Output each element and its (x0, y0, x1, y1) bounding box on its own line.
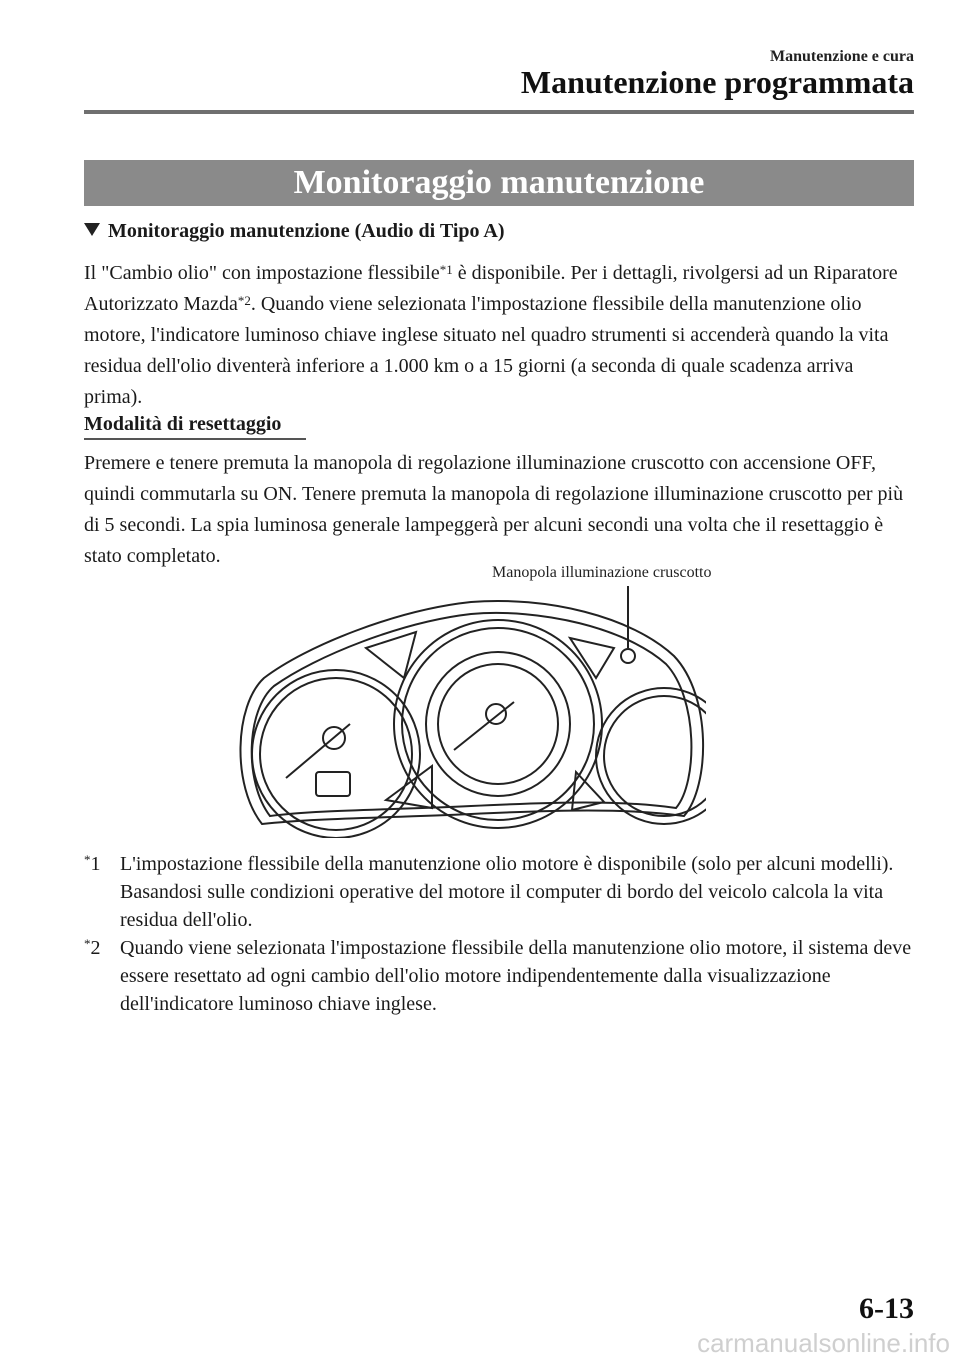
header-divider (84, 110, 914, 114)
reset-heading: Modalità di resettaggio (84, 413, 282, 435)
watermark: carmanualsonline.info (697, 1328, 950, 1358)
footnote-1-marker: *1 (84, 852, 101, 875)
page-number: 6-13 (859, 1292, 914, 1325)
intro-text-1: Il "Cambio olio" con impostazione flessibile (84, 262, 440, 284)
footnote-ref-1: *1 (439, 262, 453, 277)
illumination-knob (621, 649, 635, 663)
footnote-ref-2: *2 (237, 293, 251, 308)
instrument-cluster-illustration (236, 586, 706, 838)
intro-text-2: è disponibile. Per i dettagli, rivolgersi ad un Riparatore Autorizzato Mazda (84, 262, 898, 315)
left-gauge-needle (286, 724, 350, 778)
left-gauge-ring (252, 670, 420, 838)
subheading-text: Monitoraggio manutenzione (Audio di Tipo A) (108, 220, 505, 242)
reset-heading-underline (84, 438, 306, 440)
warning-panel-right (570, 638, 614, 678)
section-banner: Monitoraggio manutenzione (84, 160, 914, 206)
center-gauge-needle (454, 702, 514, 750)
running-header-title: Manutenzione programmata (520, 64, 914, 100)
intro-paragraph (84, 258, 914, 413)
footnote-2-text: Quando viene selezionata l'impostazione flessibile della manutenzione olio motore, il sistema deve essere resettato ad ogni cambio dell'olio motore indipendentemente dalla visualizzazione dell'indicatore luminoso chiave inglese. (120, 937, 912, 1015)
footnote-2 (84, 934, 914, 1018)
subheading (84, 220, 505, 243)
running-header-section: Manutenzione e cura (770, 48, 914, 65)
reset-paragraph: Premere e tenere premuta la manopola di regolazione illuminazione cruscotto con accensione OFF, quindi commutarla su ON. Tenere premuta la manopola di regolazione illuminazione cruscotto per più di 5 secondi. La spia luminosa generale lampeggerà per alcuni secondi una volta che il resettaggio è stato completato. (84, 452, 904, 567)
figure-callout-label: Manopola illuminazione cruscotto (492, 564, 712, 581)
footnote-1-text: L'impostazione flessibile della manutenzione olio motore è disponibile (solo per alcuni modelli). Basandosi sulle condizioni operative del motore il computer di bordo del veicolo calcola la vita residua dell'olio. (120, 853, 894, 931)
cluster-housing-inner (252, 613, 692, 816)
triangle-bullet-icon (84, 223, 100, 236)
left-gauge-display (316, 772, 350, 796)
intro-text-3: . Quando viene selezionata l'impostazione flessibile della manutenzione olio motore, l'indicatore luminoso chiave inglese situato nel quadro strumenti si accenderà quando la vita residua dell'olio diventerà inferiore a 1.000 km o a 15 giorni (a seconda di quale scadenza arriva prima). (84, 293, 889, 408)
footnote-2-marker: *2 (84, 936, 101, 959)
footnote-1 (84, 850, 914, 934)
